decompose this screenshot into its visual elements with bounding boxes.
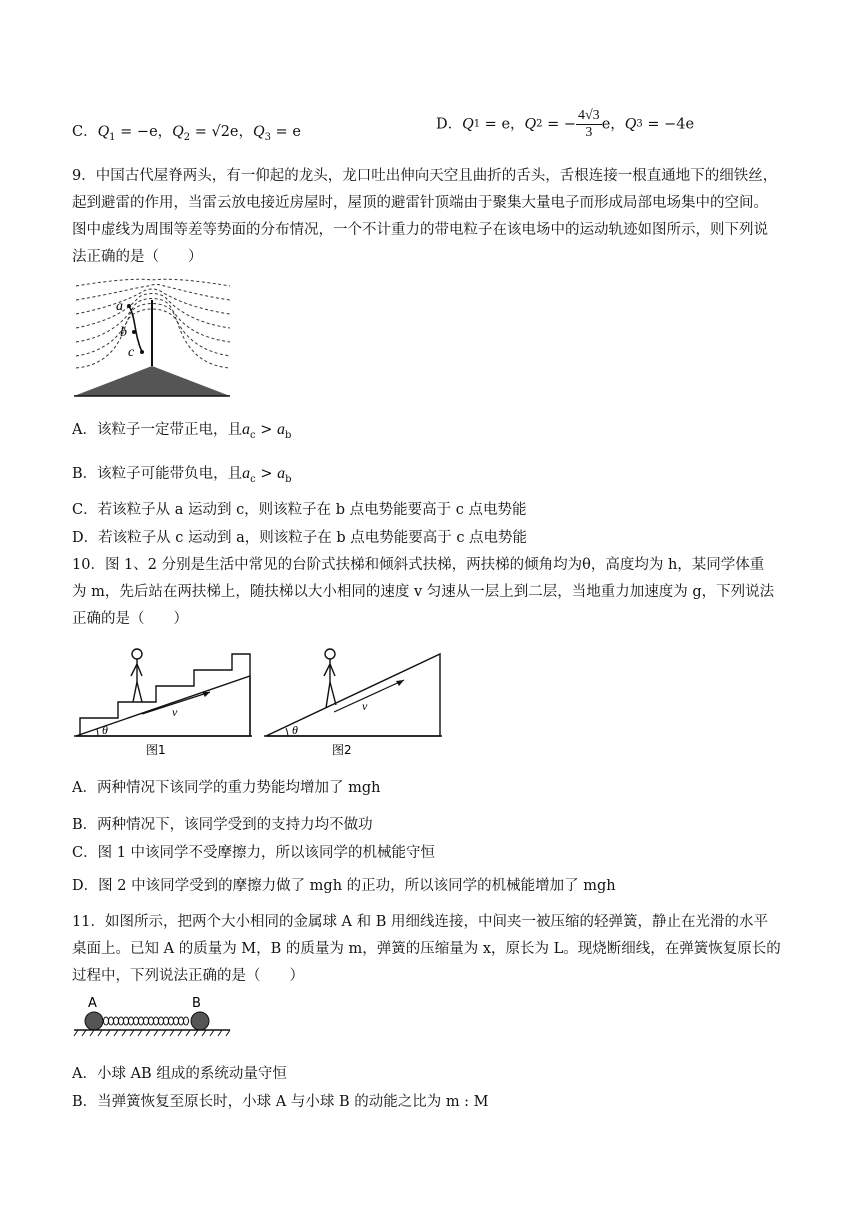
- q11-option-a: A．小球 AB 组成的系统动量守恒: [72, 1066, 287, 1082]
- person-figure: [324, 649, 336, 708]
- ball-a-label: A: [88, 996, 97, 1011]
- q10-option-d: D．图 2 中该同学受到的摩擦力做了 mgh 的正功，所以该同学的机械能增加了 mgh: [72, 878, 616, 894]
- q2-symbol: Q: [524, 115, 537, 133]
- ball-a: [85, 1012, 103, 1030]
- q9-lightning-rod-figure: [72, 278, 232, 400]
- ball-b-label: B: [192, 996, 201, 1011]
- q11-stem-line-1: 11．如图所示，把两个大小相同的金属球 A 和 B 用细线连接，中间夹一被压缩的轻弹簧，静止在光滑的水平: [72, 914, 769, 930]
- velocity-label: v: [172, 705, 178, 719]
- compressed-spring: [104, 1017, 189, 1025]
- q8-option-d: [436, 108, 694, 141]
- q10-option-c: C．图 1 中该同学不受摩擦力，所以该同学的机械能守恒: [72, 845, 436, 861]
- velocity-arrow: [334, 680, 404, 712]
- q2-value: = −: [542, 116, 576, 133]
- q10-figure-2-incline-escalator: [264, 636, 444, 756]
- q11-spring-balls-figure: [74, 994, 234, 1046]
- q1-value: = e，: [480, 116, 525, 133]
- option-label: D．: [436, 116, 463, 133]
- q11-stem-line-2: 桌面上。已知 A 的质量为 M，B 的质量为 m，弹簧的压缩量为 x，原长为 L。现烧断细线，在弹簧恢复原长的: [72, 941, 781, 957]
- q3-symbol: Q: [253, 123, 265, 140]
- accel-sub: c: [250, 473, 256, 485]
- q9-option-c: C．若该粒子从 a 运动到 c，则该粒子在 b 点电势能要高于 c 点电势能: [72, 502, 527, 518]
- theta-label: θ: [102, 723, 108, 737]
- accel-sub: b: [285, 473, 292, 485]
- point-a-label: a: [116, 299, 123, 314]
- q3-sub: 3: [636, 118, 643, 130]
- accel-symbol: a: [276, 421, 285, 438]
- q9-stem-line-4: 法正确的是（ ）: [72, 249, 203, 265]
- q1-symbol: Q: [97, 123, 110, 140]
- option-label: C．: [72, 124, 98, 140]
- accel-sub: b: [284, 429, 292, 441]
- q9-option-b: [72, 464, 292, 490]
- q10-option-b: B．两种情况下，该同学受到的支持力均不做功: [72, 817, 373, 833]
- accel-symbol: a: [241, 421, 250, 438]
- accel-symbol: a: [277, 465, 286, 482]
- q2-sub: 2: [536, 118, 543, 130]
- accel-symbol: a: [242, 465, 251, 482]
- point-b-label: b: [120, 325, 127, 340]
- q1-value: = −e，: [115, 124, 173, 140]
- q3-value: = e: [270, 124, 301, 140]
- operator: >: [255, 466, 278, 482]
- q2-fraction: [576, 108, 602, 141]
- figure-1-caption: 图1: [146, 743, 166, 757]
- q11-option-b: B．当弹簧恢复至原长时，小球 A 与小球 B 的动能之比为 m : M: [72, 1094, 489, 1110]
- q8-option-c: [72, 120, 301, 143]
- q2-value: = √2e，: [190, 124, 254, 140]
- option-text: B．该粒子可能带负电，且: [72, 466, 243, 482]
- q11-stem-line-3: 过程中，下列说法正确的是（ ）: [72, 968, 304, 984]
- operator: >: [255, 422, 277, 438]
- q1-symbol: Q: [462, 115, 474, 133]
- point-c-label: c: [128, 345, 135, 360]
- q10-stem-line-3: 正确的是（ ）: [72, 611, 188, 627]
- q3-symbol: Q: [624, 115, 637, 133]
- q1-sub: 1: [473, 118, 481, 130]
- q9-stem-line-1: 9．中国古代屋脊两头，有一仰起的龙头，龙口吐出伸向天空且曲折的舌头，舌根连接一根直通地下的细铁丝，: [72, 168, 778, 184]
- velocity-label: v: [362, 699, 368, 713]
- accel-sub: c: [249, 429, 256, 441]
- fraction-numerator: 4√3: [578, 108, 600, 123]
- fraction-denominator: 3: [585, 125, 593, 140]
- table-hatching: [74, 1030, 230, 1036]
- q10-stem-line-1: 10．图 1、2 分别是生活中常见的台阶式扶梯和倾斜式扶梯，两扶梯的倾角均为θ，高度均为 h，某同学体重: [72, 557, 765, 573]
- person-figure: [131, 649, 142, 702]
- ball-b: [191, 1012, 209, 1030]
- q1-sub: 1: [109, 131, 116, 143]
- q9-option-a: [72, 420, 291, 446]
- q10-figure-1-step-escalator: [74, 636, 254, 756]
- option-text: A．该粒子一定带正电，且: [72, 422, 242, 438]
- q10-option-a: A．两种情况下该同学的重力势能均增加了 mgh: [72, 780, 381, 796]
- figure-2-caption: 图2: [332, 743, 352, 757]
- theta-label: θ: [292, 723, 298, 737]
- q2-symbol: Q: [172, 123, 184, 140]
- q2-sub: 2: [183, 131, 191, 143]
- roof: [74, 366, 230, 396]
- q10-stem-line-2: 为 m，先后站在两扶梯上，随扶梯以大小相同的速度 v 匀速从一层上到二层，当地重力加速度为 g，下列说法: [72, 584, 775, 600]
- q9-stem-line-2: 起到避雷的作用，当雷云放电接近房屋时，屋顶的避雷针顶端由于聚集大量电子而形成局部电场集中的空间。: [72, 195, 768, 211]
- q2-unit: e，: [601, 116, 625, 133]
- q3-sub: 3: [264, 131, 271, 143]
- q3-value: = −4e: [642, 116, 695, 133]
- q9-option-d: D．若该粒子从 c 运动到 a，则该粒子在 b 点电势能要高于 c 点电势能: [72, 530, 528, 546]
- q9-stem-line-3: 图中虚线为周围等差等势面的分布情况，一个不计重力的带电粒子在该电场中的运动轨迹如图所示，则下列说: [72, 222, 768, 238]
